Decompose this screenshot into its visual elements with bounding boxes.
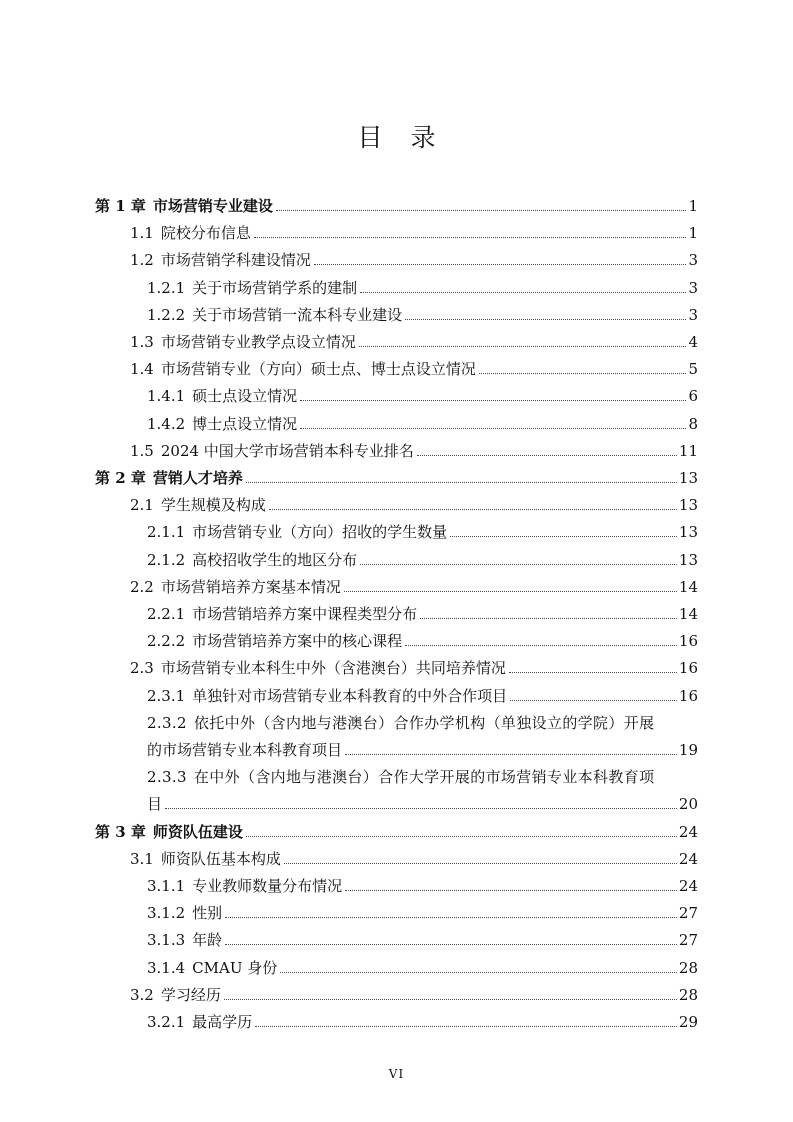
toc-entry-page: 1 xyxy=(688,197,698,215)
dot-leader xyxy=(280,971,677,973)
dot-leader xyxy=(359,345,687,347)
toc-entry-page: 28 xyxy=(678,958,698,977)
toc-entry-page: 16 xyxy=(678,686,698,705)
toc-entry-title: 学生规模及构成 xyxy=(160,496,266,515)
dot-leader xyxy=(314,263,687,265)
toc-entry[interactable] xyxy=(147,713,654,733)
toc-entry-page: 13 xyxy=(678,496,698,515)
dot-leader xyxy=(510,699,677,701)
toc-entry[interactable] xyxy=(130,577,698,597)
toc-entry-number: 3.1.1 xyxy=(147,877,186,895)
toc-entry-title: 年龄 xyxy=(192,931,223,950)
toc-entry-page: 24 xyxy=(678,849,698,868)
toc-entry-title: 市场营销培养方案基本情况 xyxy=(160,577,341,596)
toc-entry-title: 专业教师数量分布情况 xyxy=(192,877,343,895)
toc-entry[interactable] xyxy=(130,441,698,461)
toc-entry-number: 2.3.3 xyxy=(147,768,187,787)
toc-entry-title: 市场营销专业（方向）硕士点、博士点设立情况 xyxy=(160,360,476,379)
toc-entry-title: 硕士点设立情况 xyxy=(192,387,298,406)
toc-entry-title: 市场营销专业教学点设立情况 xyxy=(160,333,356,351)
toc-entry[interactable] xyxy=(147,414,698,434)
toc-entry-number: 3.1.4 xyxy=(147,958,186,977)
toc-entry-title: 2024 中国大学市场营销本科专业排名 xyxy=(160,441,414,460)
toc-entry-page: 13 xyxy=(678,550,698,569)
toc-entry-title: 市场营销专业本科生中外（含港澳台）共同培养情况 xyxy=(160,659,506,678)
toc-entry-number: 1.1 xyxy=(130,224,154,243)
dot-leader xyxy=(254,236,687,238)
toc-entry-page: 3 xyxy=(688,251,698,270)
toc-entry[interactable] xyxy=(147,631,698,651)
toc-entry-number: 3.1.2 xyxy=(147,904,186,923)
toc-entry-number: 1.4.1 xyxy=(147,387,186,406)
dot-leader xyxy=(225,916,677,918)
toc-entry-number: 3.2.1 xyxy=(147,1013,186,1031)
toc-entry-number: 2.1.1 xyxy=(147,523,186,542)
toc-entry[interactable] xyxy=(130,658,698,678)
toc-entry-title: 市场营销专业建设 xyxy=(152,197,273,215)
toc-entry-title: 在中外（含内地与港澳台）合作大学开展的市场营销专业本科教育项 xyxy=(193,768,655,787)
page-title: 目 录 xyxy=(357,123,446,152)
toc-entry-number: 1.4 xyxy=(130,360,154,379)
toc-entry-number: 1.3 xyxy=(130,333,154,351)
toc-entry-title: 师资队伍基本构成 xyxy=(160,849,281,868)
dot-leader xyxy=(479,372,687,374)
dot-leader xyxy=(420,617,677,619)
toc-entry-number: 3.2 xyxy=(130,985,154,1004)
toc-entry[interactable] xyxy=(130,223,698,243)
toc-entry-page: 20 xyxy=(678,795,698,814)
toc-entry-number: 2.1 xyxy=(130,496,154,515)
dot-leader xyxy=(246,481,677,483)
dot-leader xyxy=(255,1025,677,1027)
dot-leader xyxy=(405,644,677,646)
dot-leader xyxy=(224,998,677,1000)
toc-entry-title: 单独针对市场营销专业本科教育的中外合作项目 xyxy=(192,686,508,705)
dot-leader xyxy=(345,889,677,891)
toc-entry-page: 27 xyxy=(678,904,698,923)
toc-entry-number: 1.4.2 xyxy=(147,414,186,433)
toc-entry[interactable] xyxy=(130,250,698,270)
toc-entry-title: 营销人才培养 xyxy=(152,469,243,487)
toc-entry-title: 依托中外（含内地与港澳台）合作办学机构（单独设立的学院）开展 xyxy=(193,713,655,732)
toc-entry-title: 师资队伍建设 xyxy=(152,822,243,841)
toc-entry[interactable] xyxy=(147,1012,698,1032)
dot-leader xyxy=(225,943,677,945)
toc-entry-page: 16 xyxy=(678,659,698,678)
toc-entry-continuation[interactable] xyxy=(147,794,698,814)
toc-entry-title: 高校招收学生的地区分布 xyxy=(192,550,358,569)
toc-entry[interactable] xyxy=(147,767,654,787)
toc-entry-title-continued: 的市场营销专业本科教育项目 xyxy=(147,741,343,759)
toc-entry-number: 第 1 章 xyxy=(95,197,146,215)
toc-entry[interactable] xyxy=(147,550,698,570)
toc-entry-number: 1.5 xyxy=(130,441,154,460)
toc-entry[interactable] xyxy=(130,332,698,352)
toc-chapter-entry[interactable] xyxy=(95,822,698,842)
toc-entry[interactable] xyxy=(130,495,698,515)
dot-leader xyxy=(300,399,686,401)
toc-entry-page: 6 xyxy=(688,387,698,406)
toc-entry-page: 5 xyxy=(688,360,698,379)
dot-leader xyxy=(300,427,686,429)
toc-entry[interactable] xyxy=(147,903,698,923)
toc-entry-page: 13 xyxy=(678,523,698,542)
dot-leader xyxy=(276,209,687,211)
toc-entry-number: 2.3.1 xyxy=(147,686,186,705)
dot-leader xyxy=(405,318,686,320)
toc-entry-number: 第 2 章 xyxy=(95,469,146,487)
toc-entry-continuation[interactable] xyxy=(147,740,698,760)
toc-entry-title: 学习经历 xyxy=(160,985,221,1004)
toc-entry-page: 16 xyxy=(678,632,698,651)
toc-chapter-entry[interactable] xyxy=(95,196,698,216)
dot-leader xyxy=(450,535,677,537)
toc-entry[interactable] xyxy=(147,930,698,950)
toc-entry-page: 14 xyxy=(678,605,698,623)
toc-entry[interactable] xyxy=(147,686,698,706)
dot-leader xyxy=(509,671,677,673)
toc-entry-page: 27 xyxy=(678,931,698,950)
toc-entry-title-continued: 目 xyxy=(147,795,163,814)
toc-entry[interactable] xyxy=(147,958,698,978)
toc-entry-title: 博士点设立情况 xyxy=(192,414,298,433)
dot-leader xyxy=(345,753,677,755)
toc-entry[interactable] xyxy=(130,359,698,379)
toc-entry-title: 市场营销培养方案中课程类型分布 xyxy=(192,605,418,623)
toc-entry-title: 性别 xyxy=(192,904,223,923)
toc-entry-number: 1.2 xyxy=(130,251,154,270)
toc-entry-page: 13 xyxy=(678,469,698,487)
toc-entry-page: 1 xyxy=(688,224,698,243)
toc-entry[interactable] xyxy=(147,604,698,624)
toc-entry-number: 2.2.1 xyxy=(147,605,186,623)
toc-entry-title: CMAU 身份 xyxy=(192,958,278,977)
toc-entry[interactable] xyxy=(130,849,698,869)
toc-entry-page: 28 xyxy=(678,985,698,1004)
dot-leader xyxy=(246,835,677,837)
toc-entry[interactable] xyxy=(147,522,698,542)
toc-entry-number: 第 3 章 xyxy=(95,822,146,841)
toc-entry-page: 3 xyxy=(688,278,698,297)
toc-entry[interactable] xyxy=(130,985,698,1005)
toc-entry-number: 2.3.2 xyxy=(147,713,187,732)
toc-entry-number: 3.1 xyxy=(130,849,154,868)
toc-entry[interactable] xyxy=(147,305,698,325)
dot-leader xyxy=(360,563,677,565)
toc-entry-title: 关于市场营销一流本科专业建设 xyxy=(192,305,403,324)
toc-entry-page: 19 xyxy=(678,741,698,759)
toc-entry-number: 3.1.3 xyxy=(147,931,186,950)
toc-chapter-entry[interactable] xyxy=(95,468,698,488)
dot-leader xyxy=(165,807,677,809)
toc-entry-title: 市场营销专业（方向）招收的学生数量 xyxy=(192,523,448,542)
toc-entry-page: 29 xyxy=(678,1013,698,1031)
toc-entry-number: 2.2 xyxy=(130,577,154,596)
dot-leader xyxy=(269,508,677,510)
toc-entry-number: 1.2.1 xyxy=(147,278,186,297)
toc-entry-page: 11 xyxy=(678,441,698,460)
toc-entry-page: 14 xyxy=(678,577,698,596)
dot-leader xyxy=(417,454,677,456)
dot-leader xyxy=(360,291,686,293)
toc-entry-page: 24 xyxy=(678,877,698,895)
toc-entry-page: 4 xyxy=(688,333,698,351)
toc-entry-number: 1.2.2 xyxy=(147,305,186,324)
toc-entry-title: 关于市场营销学系的建制 xyxy=(192,278,358,297)
toc-entry-page: 8 xyxy=(688,414,698,433)
toc-entry[interactable] xyxy=(147,876,698,896)
toc-entry-title: 院校分布信息 xyxy=(160,224,251,243)
toc-entry-number: 2.3 xyxy=(130,659,154,678)
toc-entry[interactable] xyxy=(147,278,698,298)
toc-entry-title: 最高学历 xyxy=(192,1013,253,1031)
toc-entry-page: 3 xyxy=(688,305,698,324)
page-number-footer: VI xyxy=(388,1067,405,1081)
toc-entry-number: 2.2.2 xyxy=(147,632,186,651)
toc-entry[interactable] xyxy=(147,386,698,406)
dot-leader xyxy=(344,590,677,592)
toc-entry-title: 市场营销学科建设情况 xyxy=(160,251,311,270)
toc-entry-page: 24 xyxy=(678,822,698,841)
dot-leader xyxy=(284,862,677,864)
toc-entry-title: 市场营销培养方案中的核心课程 xyxy=(192,632,403,651)
toc-entry-number: 2.1.2 xyxy=(147,550,186,569)
